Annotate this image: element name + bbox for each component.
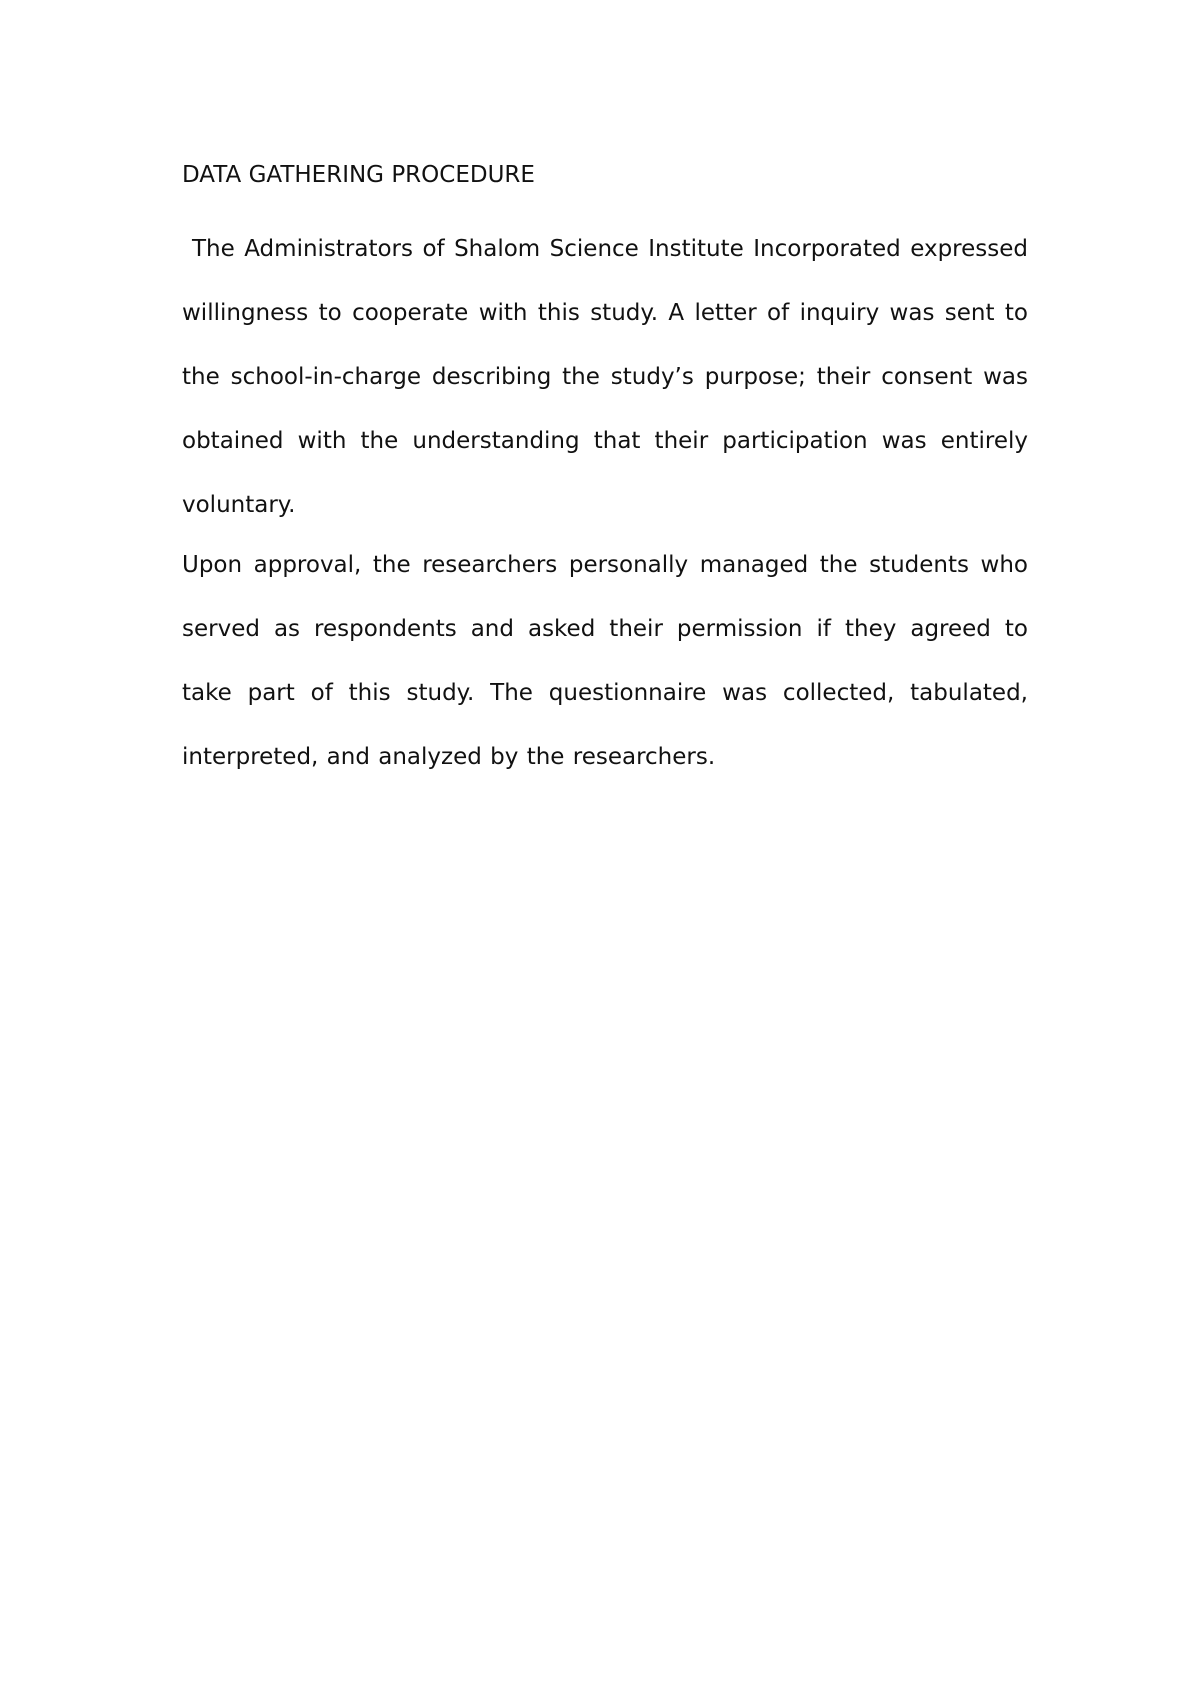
document-body: [182, 160, 1028, 789]
paragraph-consent: The Administrators of Shalom Science Institute Incorporated expressed willingness to cooperate with this study. A letter of inquiry was sent to the school-in-charge describing the study’s purpose; their consent was obtained with the understanding that their participation was entirely voluntary.: [182, 236, 1028, 518]
paragraph-procedure: Upon approval, the researchers personally managed the students who served as respondents and asked their permission if they agreed to take part of this study. The questionnaire was collected, tabulated, interpreted, and analyzed by the researchers.: [182, 552, 1028, 770]
section-heading: DATA GATHERING PROCEDURE: [182, 162, 535, 188]
